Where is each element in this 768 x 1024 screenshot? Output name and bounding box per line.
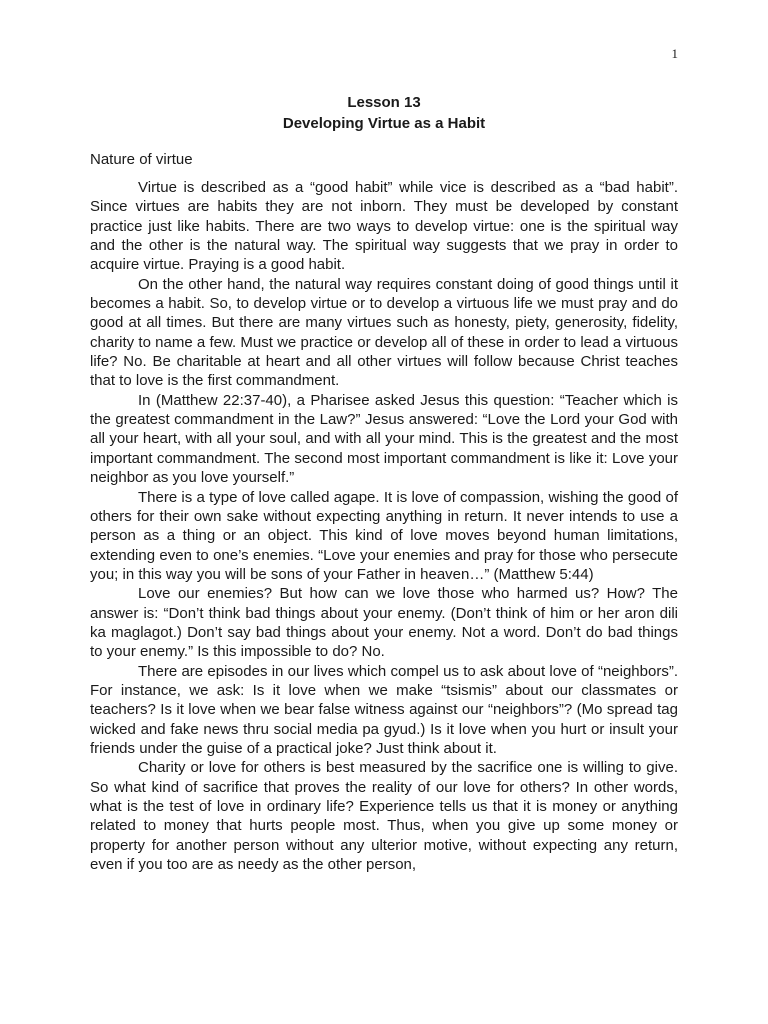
lesson-number: Lesson 13 bbox=[347, 94, 421, 111]
paragraph-1: Virtue is described as a “good habit” while vice is described as a “bad habit”. Since virtues are habits they are not inborn. They must be developed by constant practice just like habits. There are two ways to develop virtue: one is the spiritual way and the other is the natural way. The spiritual way suggests that we pray in order to acquire virtue. Praying is a good habit. bbox=[90, 179, 678, 274]
document-body bbox=[90, 92, 678, 874]
paragraph-5: Love our enemies? But how can we love those who harmed us? How? The answer is: “Don’t think bad things about your enemy. (Don’t think of him or her aron dili ka maglagot.) Don’t say bad things about your enemy. Not a word. Don’t do bad things to your enemy.” Is this impossible to do? No. bbox=[90, 585, 678, 661]
page-number: 1 bbox=[671, 46, 678, 61]
lesson-title: Developing Virtue as a Habit bbox=[282, 115, 486, 132]
paragraph-3: In (Matthew 22:37-40), a Pharisee asked Jesus this question: “Teacher which is the greatest commandment in the Law?” Jesus answered: “Love the Lord your God with all your heart, with all your soul, and with all your mind. This is the greatest and the most important commandment. The second most important commandment is like it: Love your neighbor as you love yourself.” bbox=[90, 391, 678, 487]
paragraph-4: There is a type of love called agape. It is love of compassion, wishing the good of others for their own sake without expecting anything in return. It never intends to use a person as a thing or an object. This kind of love moves beyond human limitations, extending even to one’s enemies. “Love your enemies and pray for those who persecute you; in this way you will be sons of your Father in heaven…” (Matthew 5:44) bbox=[90, 488, 678, 583]
section-heading: Nature of virtue bbox=[90, 151, 193, 168]
paragraph-6: There are episodes in our lives which compel us to ask about love of “neighbors”. For instance, we ask: Is it love when we make “tsismis” about our classmates or teachers? Is it love when we bear false witness against our “neighbors”? (Mo spread tag wicked and fake news thru social media pa gyud.) Is it love when you hurt or insult your friends under the guise of a practical joke? Just think about it. bbox=[90, 662, 678, 757]
paragraph-2: On the other hand, the natural way requires constant doing of good things until it becomes a habit. So, to develop virtue or to develop a virtuous life we must pray and do good at all times. But there are many virtues such as honesty, piety, generosity, fidelity, charity to name a few. Must we practice or develop all of these in order to lead a virtuous life? No. Be charitable at heart and all other virtues will follow because Christ teaches that to love is the first commandment. bbox=[90, 275, 678, 390]
paragraph-7: Charity or love for others is best measured by the sacrifice one is willing to give. So what kind of sacrifice that proves the reality of our love for others? In other words, what is the test of love in ordinary life? Experience tells us that it is money or anything related to money that hurts people most. Thus, when you give up some money or property for another person without any ulterior motive, without expecting any return, even if you too are as needy as the other person, bbox=[90, 759, 678, 874]
